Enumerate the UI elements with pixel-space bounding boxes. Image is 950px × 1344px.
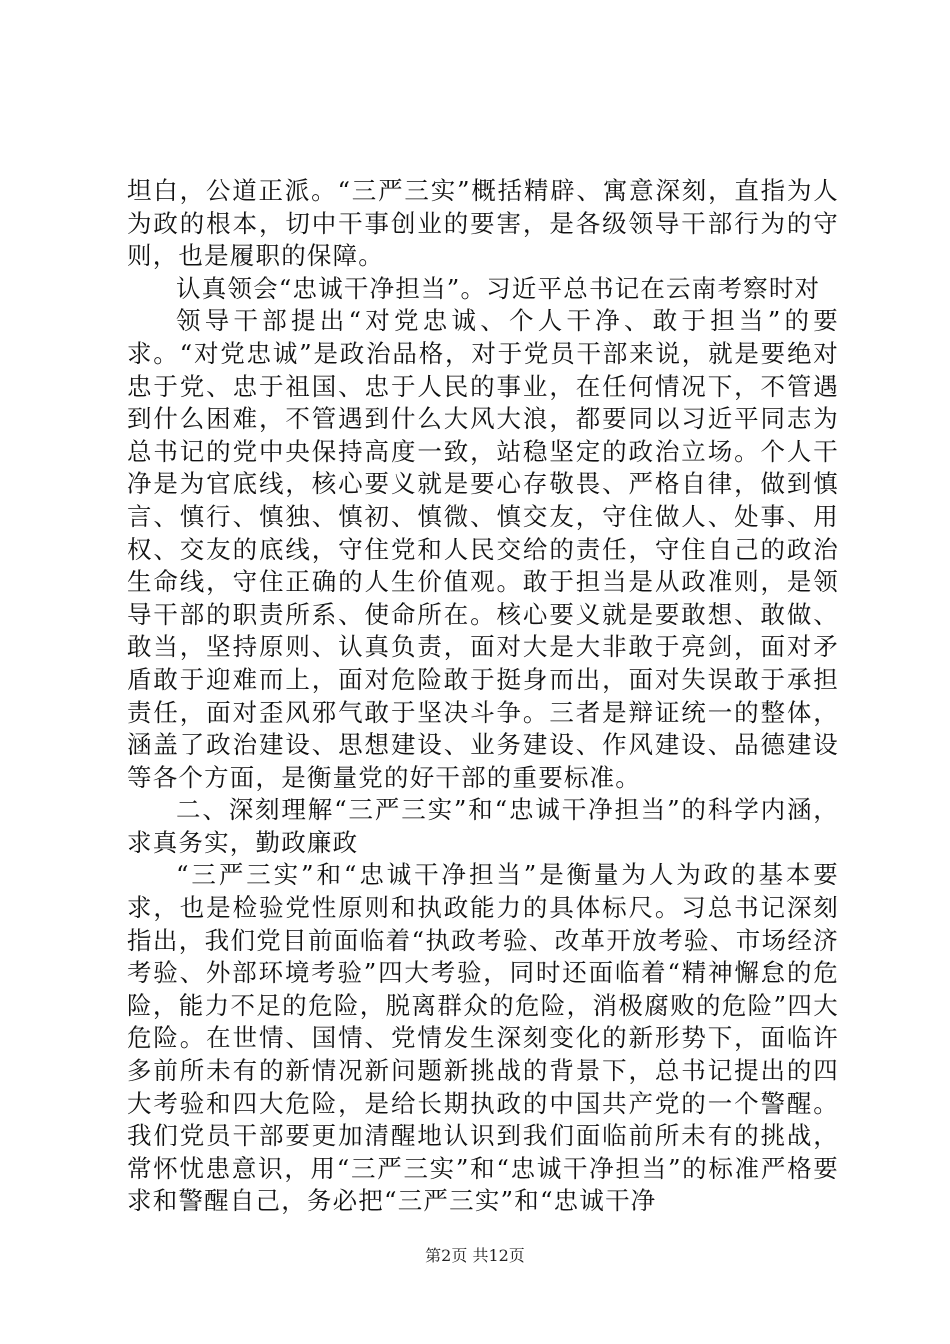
- paragraph-3: 领导干部提出“对党忠诚、个人干净、敢于担当”的要求。“对党忠诚”是政治品格，对于党员干部来说，就是要绝对忠于党、忠于祖国、忠于人民的事业，在任何情况下，不管遇到什么困难，不管遇到什么大风大浪，都要同以习近平同志为总书记的党中央保持高度一致，站稳坚定的政治立场。个人干净是为官底线，核心要义就是要心存敬畏、严格自律，做到慎言、慎行、慎独、慎初、慎微、慎交友，守住做人、处事、用权、交友的底线，守住党和人民交给的责任，守住自己的政治生命线，守住正确的人生价值观。敢于担当是从政准则，是领导干部的职责所系、使命所在。核心要义就是要敢想、敢做、敢当，坚持原则、认真负责，面对大是大非敢于亮剑，面对矛盾敢于迎难而上，面对危险敢于挺身而出，面对失误敢于承担责任，面对歪风邪气敢于坚决斗争。三者是辩证统一的整体，涵盖了政治建设、思想建设、业务建设、作风建设、品德建设等各个方面，是衡量党的好干部的重要标准。: [127, 306, 839, 792]
- paragraph-2: 认真领会“忠诚干净担当”。习近平总书记在云南考察时对: [176, 273, 821, 303]
- section-heading: 二、深刻理解“三严三实”和“忠诚干净担当”的科学内涵，求真务实，勤政廉政: [127, 795, 839, 857]
- page-footer: 第2页 共12页: [425, 1246, 525, 1265]
- paragraph-4: “三严三实”和“忠诚干净担当”是衡量为人为政的基本要求，也是检验党性原则和执政能力的具体标尺。习总书记深刻指出，我们党目前面临着“执政考验、改革开放考验、市场经济考验、外部环境考验”四大考验，同时还面临着“精神懈怠的危险，能力不足的危险，脱离群众的危险，消极腐败的危险”四大危险。在世情、国情、党情发生深刻变化的新形势下，面临许多前所未有的新情况新问题新挑战的背景下，总书记提出的四大考验和四大危险，是给长期执政的中国共产党的一个警醒。我们党员干部要更加清醒地认识到我们面临前所未有的挑战，常怀忧患意识，用“三严三实”和“忠诚干净担当”的标准严格要求和警醒自己，务必把“三严三实”和“忠诚干净: [127, 860, 839, 1216]
- document-body: [127, 175, 839, 1218]
- paragraph-1: 坦白，公道正派。“三严三实”概括精辟、寓意深刻，直指为人为政的根本，切中干事创业的要害，是各级领导干部行为的守则，也是履职的保障。: [127, 176, 839, 271]
